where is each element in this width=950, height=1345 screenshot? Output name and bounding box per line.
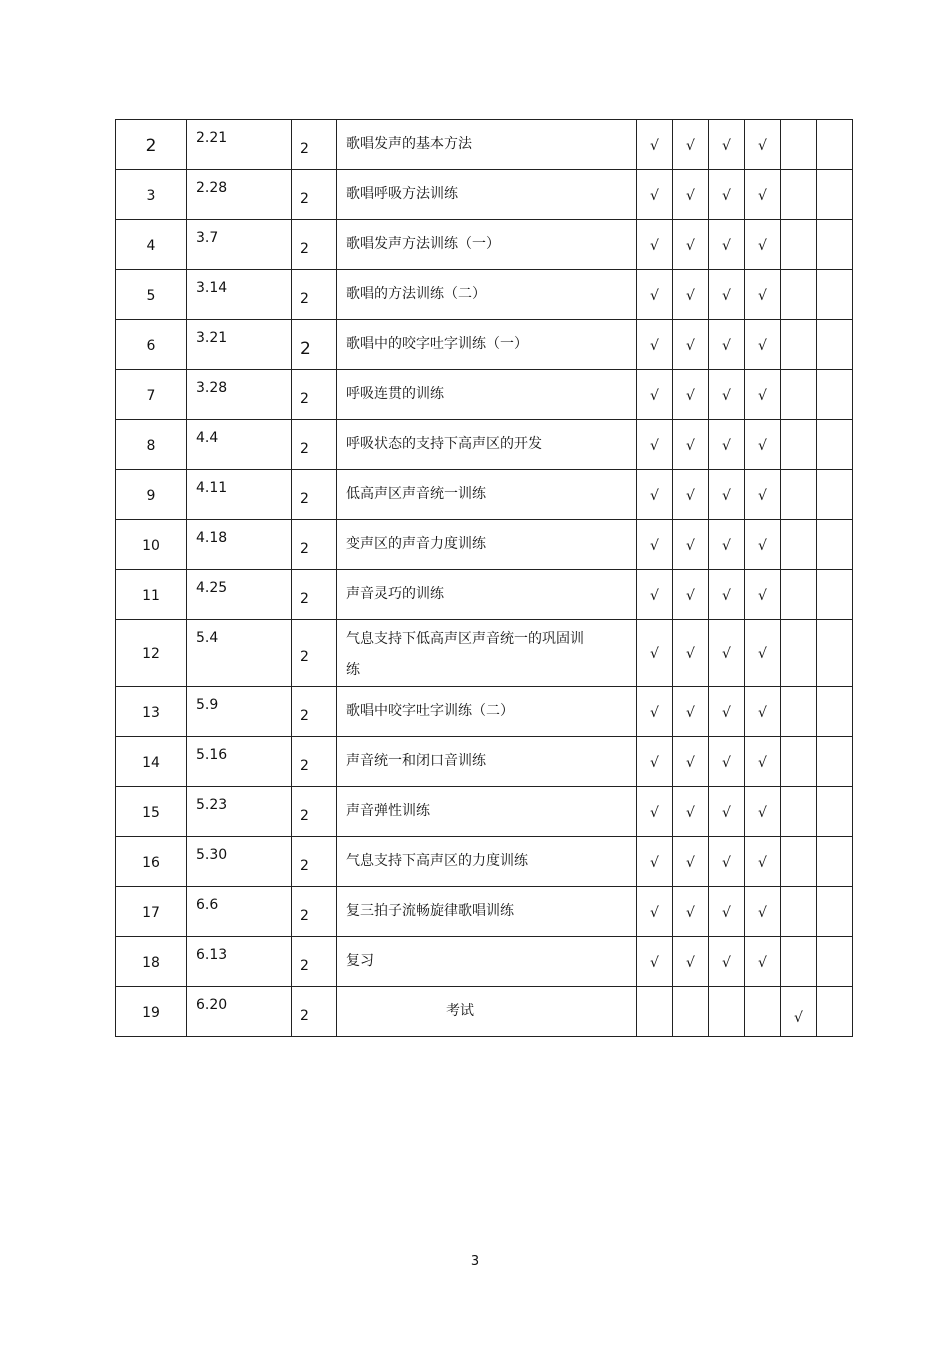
check-mark-cell: [781, 887, 817, 937]
check-mark-cell: [781, 470, 817, 520]
date-cell: 6.13: [187, 937, 292, 987]
table-row: [116, 370, 853, 420]
check-mark-cell: √: [637, 937, 673, 987]
check-mark-cell: √: [745, 320, 781, 370]
check-mark-cell: √: [709, 787, 745, 837]
check-mark-cell: [781, 370, 817, 420]
check-mark-cell: [817, 520, 853, 570]
check-mark-cell: √: [781, 987, 817, 1037]
topic-cell: 低高声区声音统一训练: [337, 470, 637, 520]
topic-cell: 气息支持下低高声区声音统一的巩固训练: [337, 620, 637, 687]
check-mark-cell: [817, 170, 853, 220]
hours-cell: 2: [292, 687, 337, 737]
hours-cell: 2: [292, 220, 337, 270]
hours-cell: 2: [292, 887, 337, 937]
check-mark-cell: √: [637, 687, 673, 737]
check-mark-cell: √: [745, 120, 781, 170]
check-mark-cell: √: [745, 570, 781, 620]
check-mark-cell: [781, 620, 817, 687]
check-mark-cell: [673, 987, 709, 1037]
check-mark-cell: [817, 737, 853, 787]
check-mark-cell: √: [637, 420, 673, 470]
topic-cell: 考试: [337, 987, 637, 1037]
topic-cell: 声音灵巧的训练: [337, 570, 637, 620]
check-mark-cell: [817, 120, 853, 170]
date-cell: 3.21: [187, 320, 292, 370]
date-cell: 4.11: [187, 470, 292, 520]
hours-cell: 2: [292, 620, 337, 687]
hours-cell: 2: [292, 270, 337, 320]
check-mark-cell: √: [709, 520, 745, 570]
check-mark-cell: √: [637, 120, 673, 170]
check-mark-cell: √: [745, 220, 781, 270]
hours-cell: 2: [292, 170, 337, 220]
date-cell: 3.28: [187, 370, 292, 420]
date-cell: 5.4: [187, 620, 292, 687]
check-mark-cell: [781, 787, 817, 837]
course-schedule-table: [115, 119, 853, 1037]
check-mark-cell: √: [745, 270, 781, 320]
date-cell: 4.4: [187, 420, 292, 470]
check-mark-cell: √: [745, 937, 781, 987]
check-mark-cell: √: [673, 470, 709, 520]
hours-cell: 2: [292, 737, 337, 787]
check-mark-cell: [817, 837, 853, 887]
check-mark-cell: √: [709, 270, 745, 320]
check-mark-cell: √: [709, 887, 745, 937]
week-cell: 12: [116, 620, 187, 687]
page-number: 3: [470, 1254, 480, 1269]
check-mark-cell: [817, 470, 853, 520]
date-cell: 5.23: [187, 787, 292, 837]
week-cell: 3: [116, 170, 187, 220]
check-mark-cell: √: [709, 937, 745, 987]
date-cell: 4.18: [187, 520, 292, 570]
check-mark-cell: √: [673, 120, 709, 170]
table-row: [116, 270, 853, 320]
date-cell: 3.14: [187, 270, 292, 320]
date-cell: 6.20: [187, 987, 292, 1037]
topic-cell: 声音弹性训练: [337, 787, 637, 837]
check-mark-cell: √: [673, 170, 709, 220]
check-mark-cell: √: [637, 470, 673, 520]
check-mark-cell: [817, 887, 853, 937]
check-mark-cell: √: [709, 320, 745, 370]
check-mark-cell: [781, 420, 817, 470]
hours-cell: 2: [292, 370, 337, 420]
week-cell: 16: [116, 837, 187, 887]
table-row: [116, 787, 853, 837]
check-mark-cell: √: [745, 887, 781, 937]
hours-cell: 2: [292, 787, 337, 837]
check-mark-cell: [781, 687, 817, 737]
check-mark-cell: √: [637, 837, 673, 887]
check-mark-cell: √: [745, 170, 781, 220]
table-row: [116, 887, 853, 937]
topic-cell: 呼吸状态的支持下高声区的开发: [337, 420, 637, 470]
topic-cell: 歌唱发声的基本方法: [337, 120, 637, 170]
check-mark-cell: [817, 370, 853, 420]
week-cell: 13: [116, 687, 187, 737]
table-row: [116, 170, 853, 220]
check-mark-cell: √: [637, 320, 673, 370]
check-mark-cell: √: [709, 837, 745, 887]
date-cell: 4.25: [187, 570, 292, 620]
check-mark-cell: [781, 270, 817, 320]
topic-cell: 歌唱中咬字吐字训练（二）: [337, 687, 637, 737]
check-mark-cell: √: [745, 787, 781, 837]
check-mark-cell: √: [709, 220, 745, 270]
check-mark-cell: √: [745, 737, 781, 787]
check-mark-cell: [781, 170, 817, 220]
check-mark-cell: √: [637, 220, 673, 270]
topic-cell: 歌唱中的咬字吐字训练（一）: [337, 320, 637, 370]
table-row: [116, 987, 853, 1037]
check-mark-cell: [781, 320, 817, 370]
week-cell: 18: [116, 937, 187, 987]
check-mark-cell: √: [709, 120, 745, 170]
check-mark-cell: [781, 937, 817, 987]
check-mark-cell: √: [673, 520, 709, 570]
check-mark-cell: √: [709, 687, 745, 737]
check-mark-cell: [817, 987, 853, 1037]
table-row: [116, 320, 853, 370]
check-mark-cell: √: [709, 370, 745, 420]
week-cell: 6: [116, 320, 187, 370]
check-mark-cell: √: [637, 737, 673, 787]
week-cell: 9: [116, 470, 187, 520]
topic-cell: 歌唱呼吸方法训练: [337, 170, 637, 220]
topic-cell: 复习: [337, 937, 637, 987]
date-cell: 5.30: [187, 837, 292, 887]
table-row: [116, 570, 853, 620]
check-mark-cell: [781, 737, 817, 787]
table-row: [116, 120, 853, 170]
check-mark-cell: √: [637, 170, 673, 220]
check-mark-cell: √: [745, 470, 781, 520]
check-mark-cell: [817, 687, 853, 737]
check-mark-cell: √: [673, 370, 709, 420]
check-mark-cell: [817, 420, 853, 470]
date-cell: 2.21: [187, 120, 292, 170]
week-cell: 2: [116, 120, 187, 170]
check-mark-cell: √: [637, 370, 673, 420]
check-mark-cell: √: [673, 320, 709, 370]
week-cell: 10: [116, 520, 187, 570]
week-cell: 14: [116, 737, 187, 787]
check-mark-cell: √: [673, 570, 709, 620]
check-mark-cell: √: [745, 620, 781, 687]
check-mark-cell: √: [673, 937, 709, 987]
check-mark-cell: √: [637, 570, 673, 620]
topic-cell: 变声区的声音力度训练: [337, 520, 637, 570]
check-mark-cell: √: [673, 837, 709, 887]
check-mark-cell: √: [673, 620, 709, 687]
hours-cell: 2: [292, 937, 337, 987]
check-mark-cell: √: [637, 620, 673, 687]
topic-cell: 声音统一和闭口音训练: [337, 737, 637, 787]
topic-cell: 气息支持下高声区的力度训练: [337, 837, 637, 887]
topic-cell: 歌唱发声方法训练（一）: [337, 220, 637, 270]
check-mark-cell: √: [745, 520, 781, 570]
hours-cell: 2: [292, 470, 337, 520]
check-mark-cell: √: [673, 270, 709, 320]
table-row: [116, 470, 853, 520]
table-row: [116, 220, 853, 270]
date-cell: 3.7: [187, 220, 292, 270]
hours-cell: 2: [292, 520, 337, 570]
date-cell: 2.28: [187, 170, 292, 220]
topic-cell: 复三拍子流畅旋律歌唱训练: [337, 887, 637, 937]
week-cell: 15: [116, 787, 187, 837]
hours-cell: 2: [292, 320, 337, 370]
check-mark-cell: √: [745, 370, 781, 420]
check-mark-cell: √: [709, 170, 745, 220]
check-mark-cell: √: [745, 837, 781, 887]
check-mark-cell: √: [673, 420, 709, 470]
check-mark-cell: √: [709, 420, 745, 470]
check-mark-cell: √: [673, 220, 709, 270]
check-mark-cell: √: [673, 887, 709, 937]
week-cell: 7: [116, 370, 187, 420]
week-cell: 5: [116, 270, 187, 320]
check-mark-cell: √: [673, 737, 709, 787]
check-mark-cell: √: [673, 787, 709, 837]
date-cell: 5.16: [187, 737, 292, 787]
week-cell: 17: [116, 887, 187, 937]
check-mark-cell: [745, 987, 781, 1037]
hours-cell: 2: [292, 570, 337, 620]
check-mark-cell: [781, 520, 817, 570]
check-mark-cell: √: [709, 470, 745, 520]
check-mark-cell: [781, 220, 817, 270]
check-mark-cell: √: [709, 620, 745, 687]
table-row: [116, 937, 853, 987]
check-mark-cell: [817, 787, 853, 837]
check-mark-cell: √: [637, 520, 673, 570]
check-mark-cell: √: [745, 687, 781, 737]
hours-cell: 2: [292, 120, 337, 170]
date-cell: 6.6: [187, 887, 292, 937]
table-row: [116, 420, 853, 470]
check-mark-cell: [781, 570, 817, 620]
check-mark-cell: √: [709, 737, 745, 787]
check-mark-cell: [817, 620, 853, 687]
check-mark-cell: [817, 320, 853, 370]
check-mark-cell: [817, 937, 853, 987]
check-mark-cell: √: [637, 270, 673, 320]
check-mark-cell: √: [709, 570, 745, 620]
week-cell: 8: [116, 420, 187, 470]
week-cell: 4: [116, 220, 187, 270]
topic-cell: 呼吸连贯的训练: [337, 370, 637, 420]
hours-cell: 2: [292, 987, 337, 1037]
week-cell: 11: [116, 570, 187, 620]
hours-cell: 2: [292, 420, 337, 470]
topic-cell: 歌唱的方法训练（二）: [337, 270, 637, 320]
check-mark-cell: [781, 837, 817, 887]
check-mark-cell: √: [745, 420, 781, 470]
check-mark-cell: √: [637, 787, 673, 837]
table-row: [116, 837, 853, 887]
table-row: [116, 737, 853, 787]
table-row: [116, 520, 853, 570]
check-mark-cell: √: [637, 887, 673, 937]
table-row: [116, 620, 853, 687]
check-mark-cell: [709, 987, 745, 1037]
check-mark-cell: √: [673, 687, 709, 737]
hours-cell: 2: [292, 837, 337, 887]
date-cell: 5.9: [187, 687, 292, 737]
check-mark-cell: [817, 220, 853, 270]
table-row: [116, 687, 853, 737]
check-mark-cell: [817, 570, 853, 620]
check-mark-cell: [637, 987, 673, 1037]
week-cell: 19: [116, 987, 187, 1037]
check-mark-cell: [817, 270, 853, 320]
check-mark-cell: [781, 120, 817, 170]
